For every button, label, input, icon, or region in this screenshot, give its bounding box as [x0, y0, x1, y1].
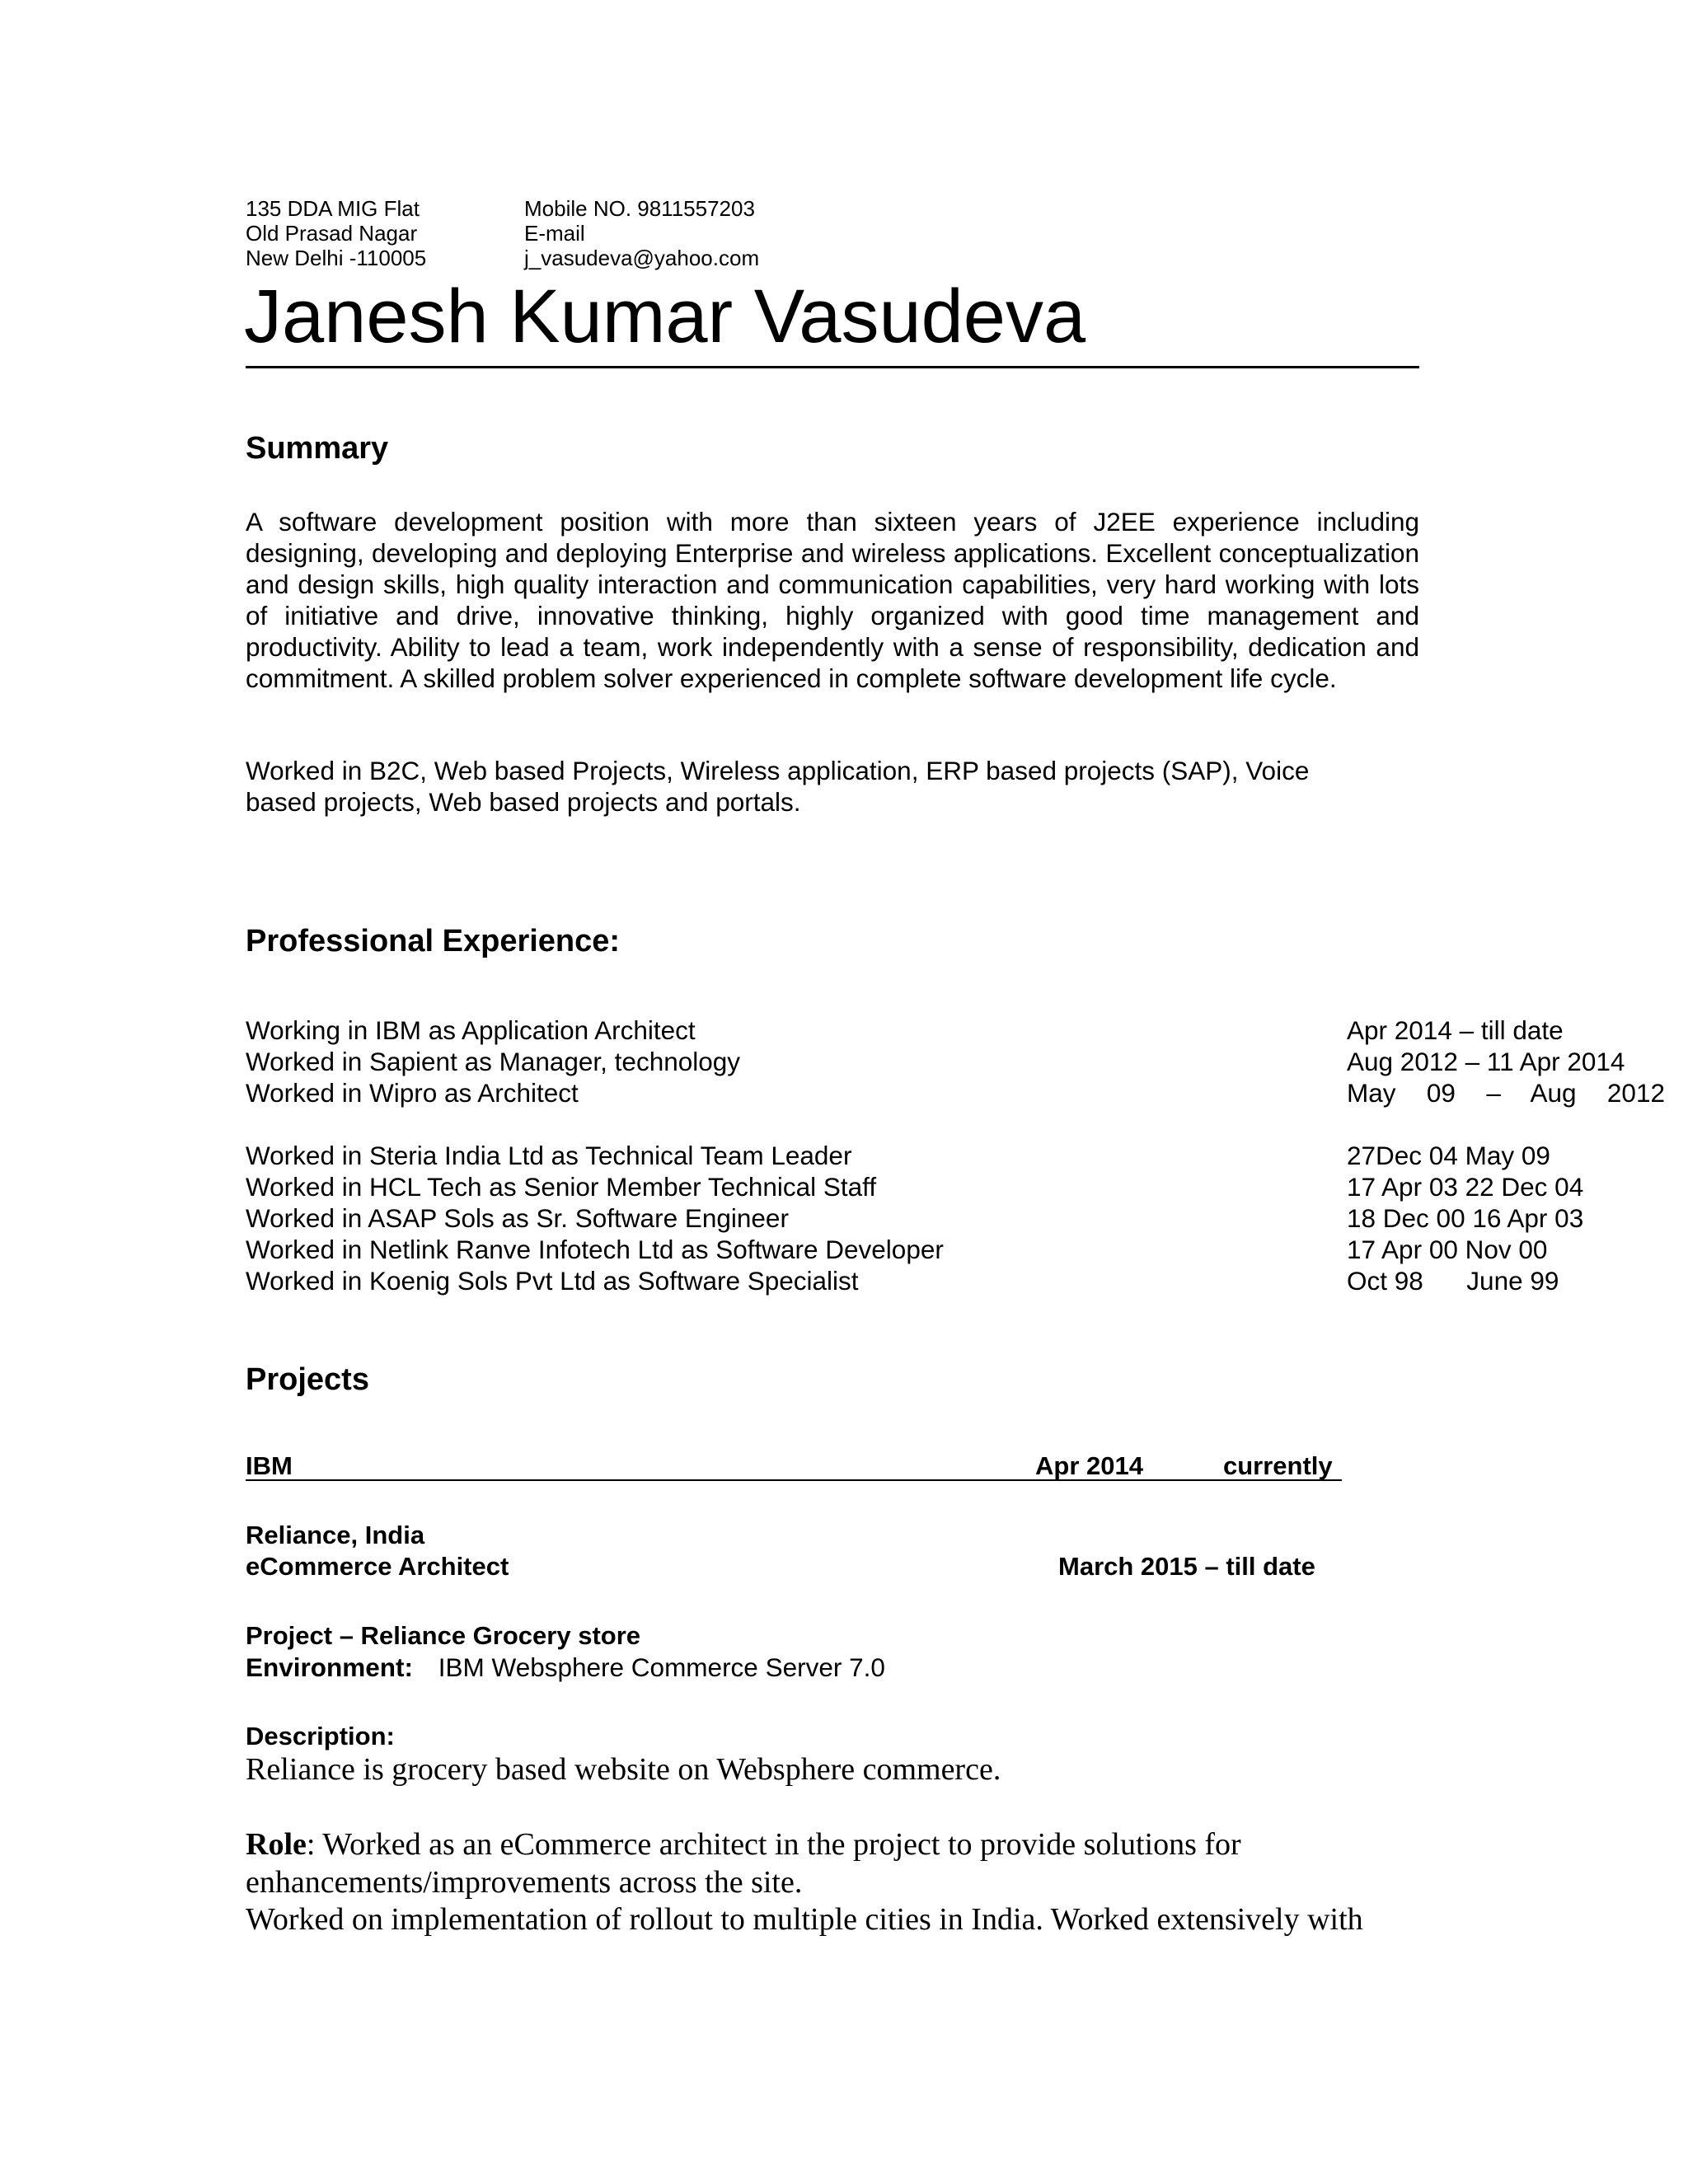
experience-role: Worked in Koenig Sols Pvt Ltd as Software Specialist [246, 1266, 859, 1296]
project-position: eCommerce Architect [246, 1552, 509, 1581]
experience-heading: Professional Experience: [246, 924, 621, 958]
email-label: E-mail [524, 221, 585, 246]
address-line-1: 135 DDA MIG Flat [246, 196, 420, 221]
contact-block [524, 196, 759, 270]
project-position-dates: March 2015 – till date [1058, 1552, 1315, 1581]
experience-row [246, 1140, 1550, 1171]
environment-value: IBM Websphere Commerce Server 7.0 [438, 1652, 885, 1682]
description-text: Reliance is grocery based website on Websphere commerce. [246, 1752, 1001, 1787]
project-client: Reliance, India [246, 1521, 425, 1549]
email-address: j_vasudeva@yahoo.com [524, 246, 760, 270]
address-line-2: Old Prasad Nagar [246, 221, 418, 246]
projects-heading: Projects [246, 1362, 369, 1397]
environment-label: Environment: [246, 1652, 414, 1682]
experience-dates: 17 Apr 00 Nov 00 [1347, 1235, 1548, 1264]
experience-dates: 18 Dec 00 16 Apr 03 [1347, 1203, 1584, 1233]
experience-role: Worked in Steria India Ltd as Technical Team Leader [246, 1141, 852, 1170]
summary-paragraph-2: Worked in B2C, Web based Projects, Wireless application, ERP based projects (SAP), Voice based projects, Web based projects and portals. [246, 756, 1310, 817]
experience-dates: 27Dec 04 May 09 [1347, 1141, 1550, 1170]
experience-role: Worked in Sapient as Manager, technology [246, 1047, 741, 1076]
candidate-name: Janesh Kumar Vasudeva [244, 274, 1086, 359]
experience-dates: Aug 2012 – 11 Apr 2014 [1347, 1047, 1625, 1076]
role-label: Role [246, 1827, 307, 1862]
experience-role: Working in IBM as Application Architect [246, 1015, 696, 1045]
role-line-3: Worked on implementation of rollout to multiple cities in India. Worked extensively with [246, 1902, 1363, 1937]
experience-dates: 17 Apr 03 22 Dec 04 [1347, 1172, 1584, 1202]
experience-dates: Oct 98 June 99 [1347, 1266, 1559, 1296]
project-company-end: currently [1223, 1451, 1333, 1480]
summary-paragraph-1: A software development position with more than sixteen years of J2EE experience including designing, developing and deploying Enterprise and wireless applications. Excellent conceptualization and design skills, high quality interaction and communication capabilities, very hard working with lots of initiative and drive, innovative thinking, highly organized with good time management and productivity. Ability to lead a team, work independently with a sense of responsibility, dedication and commitment. A skilled problem solver experienced in complete software development life cycle. [246, 507, 1419, 693]
experience-row [246, 1077, 1665, 1108]
summary-heading: Summary [246, 431, 389, 466]
mobile-number: Mobile NO. 9811557203 [524, 196, 755, 221]
experience-role: Worked in Wipro as Architect [246, 1078, 579, 1108]
company-underline [246, 1479, 1342, 1481]
experience-row [246, 1234, 1548, 1265]
project-company-start: Apr 2014 [1035, 1451, 1143, 1480]
experience-row [246, 1202, 1584, 1234]
experience-dates: May 09 – Aug 2012 [1347, 1078, 1665, 1108]
role-line-1 [246, 1825, 1241, 1863]
project-name: Project – Reliance Grocery store [246, 1621, 641, 1650]
project-environment [246, 1652, 885, 1683]
role-line-2: enhancements/improvements across the site. [246, 1865, 803, 1900]
experience-dates: Apr 2014 – till date [1347, 1015, 1564, 1045]
role-text: : Worked as an eCommerce architect in the project to provide solutions for [306, 1827, 1241, 1862]
experience-row [246, 1265, 1559, 1296]
experience-row [246, 1171, 1584, 1202]
project-company: IBM [246, 1451, 293, 1480]
experience-role: Worked in Netlink Ranve Infotech Ltd as Software Developer [246, 1235, 944, 1264]
experience-row [246, 1015, 1564, 1046]
experience-row [246, 1046, 1625, 1077]
address-line-3: New Delhi -110005 [246, 246, 427, 270]
address-block [246, 196, 426, 270]
experience-role: Worked in HCL Tech as Senior Member Technical Staff [246, 1172, 877, 1202]
experience-role: Worked in ASAP Sols as Sr. Software Engineer [246, 1203, 789, 1233]
description-label: Description: [246, 1722, 395, 1750]
header-divider [246, 366, 1419, 368]
